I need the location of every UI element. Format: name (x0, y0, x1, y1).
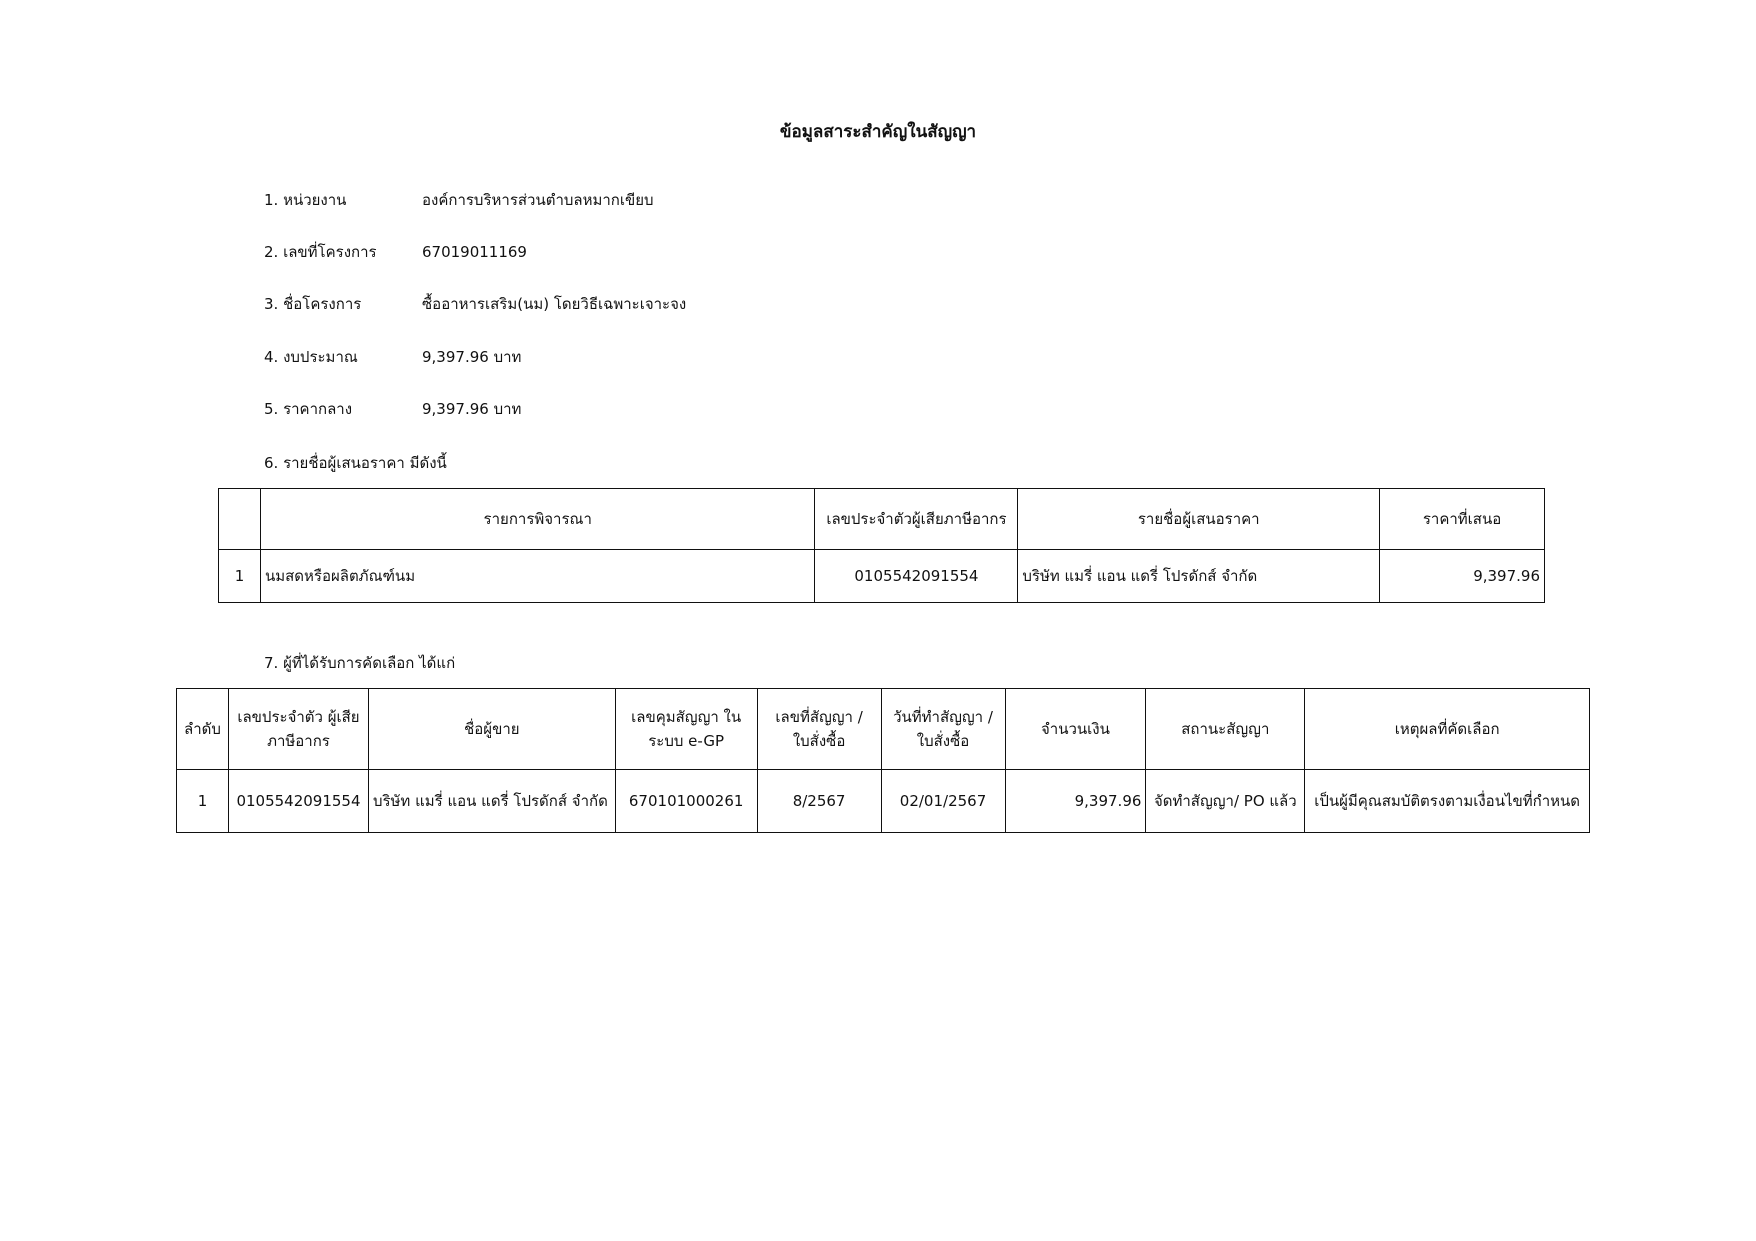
winners-cell-status: จัดทำสัญญา/ PO แล้ว (1146, 770, 1305, 833)
offers-cell-tax-id: 0105542091554 (815, 550, 1018, 603)
winners-cell-order: 1 (177, 770, 229, 833)
field-project-name (264, 292, 686, 316)
field-agency-value: องค์การบริหารส่วนตำบลหมากเขียบ (422, 191, 654, 209)
field-median-price (264, 397, 521, 421)
winners-header-amount: จำนวนเงิน (1005, 689, 1146, 770)
offers-header-tax-id: เลขประจำตัวผู้เสียภาษีอากร (815, 489, 1018, 550)
section-6-heading: 6. รายชื่อผู้เสนอราคา มีดังนี้ (264, 454, 447, 472)
winners-cell-reason: เป็นผู้มีคุณสมบัติตรงตามเงื่อนไขที่กำหนด (1305, 770, 1590, 833)
winners-header-status: สถานะสัญญา (1146, 689, 1305, 770)
offers-cell-bidder: บริษัท แมรี่ แอน แดรี่ โปรดักส์ จำกัด (1018, 550, 1380, 603)
field-project-number-label: 2. เลขที่โครงการ (264, 243, 377, 261)
winners-header-contract-number: เลขที่สัญญา / ใบสั่งซื้อ (757, 689, 881, 770)
document-title: ข้อมูลสาระสำคัญในสัญญา (779, 122, 977, 142)
field-median-price-value: 9,397.96 บาท (422, 400, 522, 418)
offers-header-price: ราคาที่เสนอ (1380, 489, 1545, 550)
field-project-number-value: 67019011169 (422, 243, 527, 261)
winners-cell-control-number: 670101000261 (615, 770, 757, 833)
winners-cell-contract-number: 8/2567 (757, 770, 881, 833)
offers-table (218, 488, 1545, 603)
winners-cell-contract-date: 02/01/2567 (881, 770, 1005, 833)
field-project-name-label: 3. ชื่อโครงการ (264, 295, 362, 313)
offers-header-item: รายการพิจารณา (260, 489, 815, 550)
field-median-price-label: 5. ราคากลาง (264, 400, 353, 418)
offers-cell-index: 1 (219, 550, 261, 603)
section-7-heading: 7. ผู้ที่ได้รับการคัดเลือก ได้แก่ (264, 654, 456, 672)
winners-header-order: ลำดับ (177, 689, 229, 770)
winners-table (176, 688, 1590, 833)
field-budget (264, 345, 521, 369)
field-budget-label: 4. งบประมาณ (264, 348, 358, 366)
offers-cell-item: นมสดหรือผลิตภัณฑ์นม (260, 550, 815, 603)
winners-cell-amount: 9,397.96 (1005, 770, 1146, 833)
offers-header-index (219, 489, 261, 550)
winners-header-reason: เหตุผลที่คัดเลือก (1305, 689, 1590, 770)
field-agency (264, 188, 654, 212)
table-row (177, 770, 1590, 833)
offers-header-bidder: รายชื่อผู้เสนอราคา (1018, 489, 1380, 550)
winners-header-row (177, 689, 1590, 770)
winners-header-contract-date: วันที่ทำสัญญา / ใบสั่งซื้อ (881, 689, 1005, 770)
field-agency-label: 1. หน่วยงาน (264, 191, 347, 209)
field-budget-value: 9,397.96 บาท (422, 348, 522, 366)
winners-header-control-number: เลขคุมสัญญา ในระบบ e-GP (615, 689, 757, 770)
offers-cell-price: 9,397.96 (1380, 550, 1545, 603)
field-project-number (264, 240, 527, 264)
winners-cell-seller: บริษัท แมรี่ แอน แดรี่ โปรดักส์ จำกัด (368, 770, 615, 833)
table-row (219, 550, 1545, 603)
winners-header-tax-id: เลขประจำตัว ผู้เสียภาษีอากร (228, 689, 368, 770)
winners-cell-tax-id: 0105542091554 (228, 770, 368, 833)
winners-header-seller: ชื่อผู้ขาย (368, 689, 615, 770)
offers-header-row (219, 489, 1545, 550)
field-project-name-value: ซื้ออาหารเสริม(นม) โดยวิธีเฉพาะเจาะจง (422, 295, 687, 313)
